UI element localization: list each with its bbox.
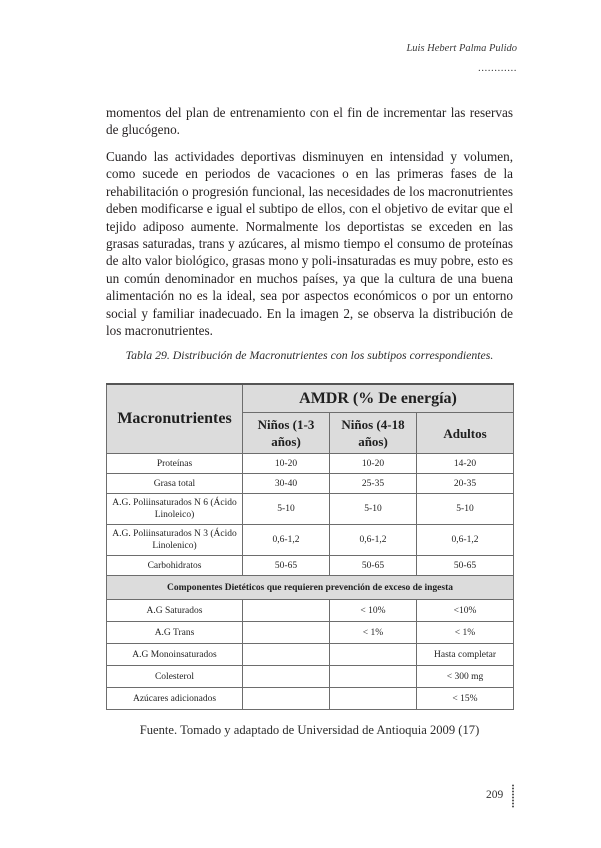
table-row xyxy=(107,454,514,474)
row-label: A.G. Poliinsaturados N 3 (Ácido Linolenico) xyxy=(107,525,243,556)
cell-ninos-4-18: < 1% xyxy=(330,622,417,644)
cell-adultos: Hasta completar xyxy=(417,644,514,666)
table-row xyxy=(107,474,514,494)
cell-adultos: 0,6-1,2 xyxy=(417,525,514,556)
cell-ninos-4-18: < 10% xyxy=(330,600,417,622)
macronutrient-table xyxy=(106,383,514,710)
row-label: A.G Trans xyxy=(107,622,243,644)
body-paragraph-1: momentos del plan de entrenamiento con el fin de incrementar las reservas de glucógeno. xyxy=(106,105,513,138)
body-paragraph-2: Cuando las actividades deportivas disminuyen en intensidad y volumen, como sucede en periodos de vacaciones o en las primeras fases de la rehabilitación o progresión funcional, las necesidades de los macronutrientes deben modificarse e igual el subtipo de ellos, con el objetivo de evitar que el tejido adiposo aumente. Normalmente los deportistas se exceden en las grasas saturadas, trans y azúcares, al mismo tiempo el consumo de proteínas de alto valor biológico, grasas mono y poli-insaturadas es muy pobre, esto es un común denominador en muchos países, ya que la cultura de una buena alimentación no es la ideal, sea por aspectos económicos o por un entorno social y familiar inadecuado. En la imagen 2, se observa la distribución de los macronutrientes. xyxy=(106,149,513,339)
components-header-row xyxy=(107,576,514,600)
cell-ninos-4-18: 5-10 xyxy=(330,494,417,525)
row-label: Colesterol xyxy=(107,666,243,688)
cell-ninos-4-18 xyxy=(330,688,417,710)
row-label: A.G Monoinsaturados xyxy=(107,644,243,666)
table-row xyxy=(107,622,514,644)
table-row xyxy=(107,644,514,666)
components-header: Componentes Dietéticos que requieren prevención de exceso de ingesta xyxy=(107,576,514,600)
row-label: Carbohidratos xyxy=(107,556,243,576)
running-header-author: Luis Hebert Palma Pulido xyxy=(406,43,517,54)
row-label: Azúcares adicionados xyxy=(107,688,243,710)
cell-ninos-1-3 xyxy=(243,644,330,666)
table-row xyxy=(107,525,514,556)
cell-adultos: 5-10 xyxy=(417,494,514,525)
cell-adultos: <10% xyxy=(417,600,514,622)
cell-ninos-4-18: 10-20 xyxy=(330,454,417,474)
cell-ninos-1-3 xyxy=(243,666,330,688)
cell-ninos-1-3: 5-10 xyxy=(243,494,330,525)
cell-ninos-1-3: 50-65 xyxy=(243,556,330,576)
cell-adultos: < 15% xyxy=(417,688,514,710)
cell-adultos: < 300 mg xyxy=(417,666,514,688)
cell-adultos: 50-65 xyxy=(417,556,514,576)
cell-ninos-4-18: 0,6-1,2 xyxy=(330,525,417,556)
cell-ninos-1-3 xyxy=(243,622,330,644)
table-row xyxy=(107,600,514,622)
cell-adultos: 14-20 xyxy=(417,454,514,474)
row-label: A.G. Poliinsaturados N 6 (Ácido Linoleico) xyxy=(107,494,243,525)
cell-ninos-1-3 xyxy=(243,600,330,622)
table-source-note: Fuente. Tomado y adaptado de Universidad de Antioquia 2009 (17) xyxy=(139,723,480,737)
header-amdr: AMDR (% De energía) xyxy=(243,384,514,413)
row-label: A.G Saturados xyxy=(107,600,243,622)
cell-ninos-4-18 xyxy=(330,666,417,688)
cell-ninos-1-3: 30-40 xyxy=(243,474,330,494)
cell-ninos-4-18 xyxy=(330,644,417,666)
table-row xyxy=(107,688,514,710)
table-row xyxy=(107,556,514,576)
row-label: Proteínas xyxy=(107,454,243,474)
header-ninos-4-18: Niños (4-18 años) xyxy=(330,413,417,454)
table-row xyxy=(107,666,514,688)
page-number: 209 xyxy=(486,789,504,801)
table-caption: Tabla 29. Distribución de Macronutrientes con los subtipos correspondientes. xyxy=(125,348,494,362)
cell-ninos-4-18: 50-65 xyxy=(330,556,417,576)
cell-ninos-1-3: 10-20 xyxy=(243,454,330,474)
cell-ninos-1-3 xyxy=(243,688,330,710)
cell-adultos: 20-35 xyxy=(417,474,514,494)
header-macronutrientes: Macronutrientes xyxy=(107,384,243,454)
header-adultos: Adultos xyxy=(417,413,514,454)
header-dot-leader: ............ xyxy=(478,62,517,74)
table-row xyxy=(107,494,514,525)
cell-adultos: < 1% xyxy=(417,622,514,644)
cell-ninos-1-3: 0,6-1,2 xyxy=(243,525,330,556)
header-ninos-1-3: Niños (1-3 años) xyxy=(243,413,330,454)
page-dot-leader xyxy=(512,784,514,808)
row-label: Grasa total xyxy=(107,474,243,494)
cell-ninos-4-18: 25-35 xyxy=(330,474,417,494)
